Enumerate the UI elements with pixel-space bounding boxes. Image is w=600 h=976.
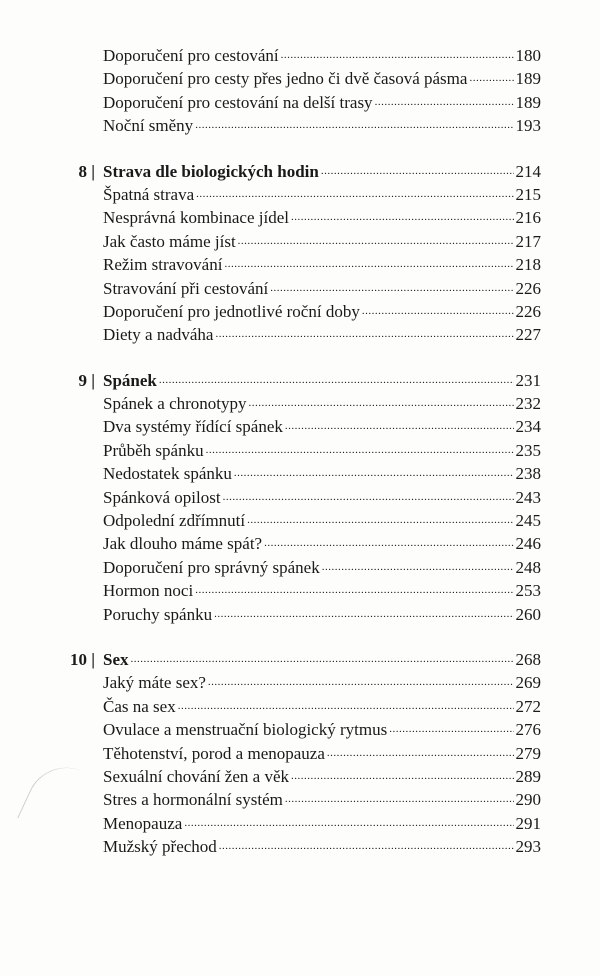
dot-leader	[131, 648, 514, 671]
entry-line	[103, 415, 541, 438]
toc-entry	[0, 671, 600, 694]
toc-entry	[0, 742, 600, 765]
chapter-heading	[0, 648, 600, 671]
page-number: 272	[515, 696, 541, 716]
entry-line	[103, 44, 541, 67]
dot-leader	[389, 718, 513, 741]
chapter-title: Spánek	[103, 370, 157, 390]
page-number: 180	[515, 46, 541, 65]
dot-leader	[291, 765, 514, 788]
dot-leader	[208, 671, 514, 694]
entry-line	[103, 486, 541, 509]
entry-title: Špatná strava	[103, 184, 195, 204]
entry-line	[103, 439, 541, 462]
entry-line	[103, 603, 541, 626]
entry-title: Odpolední zdřímnutí	[103, 511, 246, 531]
page-number: 235	[515, 440, 541, 460]
toc-entry	[0, 392, 600, 415]
toc-entry	[0, 695, 600, 718]
dot-leader	[322, 556, 514, 579]
page-number: 226	[515, 301, 541, 321]
entry-line	[103, 695, 541, 718]
page-number: 289	[515, 766, 541, 786]
dot-leader	[195, 114, 513, 137]
dot-leader	[238, 230, 514, 253]
entry-line	[103, 91, 541, 114]
dot-leader	[375, 91, 514, 114]
dot-leader	[215, 323, 513, 346]
page-number: 260	[515, 604, 541, 624]
dot-leader	[285, 788, 514, 811]
entry-line	[103, 230, 541, 253]
dot-leader	[291, 206, 514, 229]
toc-entry	[0, 462, 600, 485]
page-number: 245	[515, 511, 541, 531]
entry-title: Ovulace a menstruační biologický rytmus	[103, 720, 388, 740]
entry-line	[103, 788, 541, 811]
toc-entry	[0, 765, 600, 788]
page-number: 189	[515, 69, 541, 89]
toc-entry	[0, 183, 600, 206]
toc-entry	[0, 788, 600, 811]
dot-leader	[214, 603, 513, 626]
chapter-heading	[0, 160, 600, 183]
dot-leader	[264, 532, 513, 555]
entry-line	[103, 765, 541, 788]
toc-entry	[0, 253, 600, 276]
entry-line	[103, 532, 541, 555]
toc-entry	[0, 323, 600, 346]
toc-entry	[0, 439, 600, 462]
entry-title: Menopauza	[103, 813, 183, 833]
toc-entry	[0, 91, 600, 114]
table-of-contents	[0, 44, 600, 881]
toc-entry	[0, 277, 600, 300]
dot-leader	[362, 300, 514, 323]
dot-leader	[247, 509, 513, 532]
entry-line	[103, 183, 541, 206]
page-number: 243	[515, 487, 541, 507]
entry-line	[103, 369, 541, 392]
entry-title: Nedostatek spánku	[103, 464, 232, 484]
toc-section	[0, 369, 600, 626]
entry-title: Doporučení pro cestování	[103, 46, 279, 65]
entry-title: Poruchy spánku	[103, 604, 213, 624]
entry-title: Hormon noci	[103, 581, 194, 601]
entry-line	[103, 67, 541, 90]
entry-title: Doporučení pro správný spánek	[103, 557, 320, 577]
entry-line	[103, 835, 541, 858]
page-number: 217	[515, 231, 541, 251]
entry-title: Doporučení pro cesty přes jedno či dvě časová pásma	[103, 69, 468, 89]
toc-section	[0, 44, 600, 138]
dot-leader	[285, 415, 514, 438]
entry-title: Těhotenství, porod a menopauza	[103, 743, 325, 763]
page-number: 234	[515, 417, 541, 437]
entry-line	[103, 579, 541, 602]
entry-line	[103, 509, 541, 532]
toc-entry	[0, 486, 600, 509]
dot-leader	[219, 835, 514, 858]
entry-line	[103, 300, 541, 323]
entry-title: Sexuální chování žen a věk	[103, 766, 289, 786]
toc-entry	[0, 532, 600, 555]
entry-line	[103, 160, 541, 183]
chapter-number: 10 |	[70, 649, 95, 669]
chapter-heading	[0, 369, 600, 392]
entry-line	[103, 742, 541, 765]
entry-title: Jak dlouho máme spát?	[103, 534, 263, 554]
entry-line	[103, 277, 541, 300]
entry-line	[103, 114, 541, 137]
toc-entry	[0, 556, 600, 579]
entry-line	[103, 253, 541, 276]
chapter-number: 9 |	[78, 370, 95, 390]
dot-leader	[469, 67, 513, 90]
entry-title: Diety a nadváha	[103, 325, 214, 345]
page-number: 232	[515, 394, 541, 414]
page-number: 218	[515, 255, 541, 275]
entry-line	[103, 671, 541, 694]
entry-title: Doporučení pro cestování na delší trasy	[103, 92, 373, 112]
page-number: 193	[515, 116, 541, 136]
toc-entry	[0, 812, 600, 835]
entry-title: Jak často máme jíst	[103, 231, 236, 251]
page-number: 276	[515, 720, 541, 740]
entry-title: Nesprávná kombinace jídel	[103, 208, 289, 228]
toc-entry	[0, 718, 600, 741]
entry-title: Stres a hormonální systém	[103, 790, 283, 810]
toc-entry	[0, 579, 600, 602]
toc-entry	[0, 415, 600, 438]
dot-leader	[195, 579, 513, 602]
page-number: 246	[515, 534, 541, 554]
toc-entry	[0, 300, 600, 323]
dot-leader	[206, 439, 514, 462]
entry-title: Spánková opilost	[103, 487, 221, 507]
toc-entry	[0, 114, 600, 137]
page-number: 290	[515, 790, 541, 810]
page-number: 216	[515, 208, 541, 228]
page-number: 238	[515, 464, 541, 484]
toc-entry	[0, 206, 600, 229]
page-number: 189	[515, 92, 541, 112]
toc-section	[0, 648, 600, 859]
page-number: 293	[515, 837, 541, 857]
chapter-title: Strava dle biologických hodin	[103, 161, 319, 181]
entry-title: Noční směny	[103, 116, 194, 136]
entry-title: Stravování při cestování	[103, 278, 269, 298]
page-number: 291	[515, 813, 541, 833]
dot-leader	[321, 160, 514, 183]
page-number: 231	[515, 370, 541, 390]
toc-entry	[0, 835, 600, 858]
chapter-title: Sex	[103, 649, 129, 669]
page-number: 268	[515, 649, 541, 669]
dot-leader	[281, 44, 514, 67]
dot-leader	[159, 369, 514, 392]
dot-leader	[224, 253, 513, 276]
toc-entry	[0, 44, 600, 67]
dot-leader	[196, 183, 513, 206]
entry-title: Režim stravování	[103, 255, 223, 275]
entry-line	[103, 648, 541, 671]
dot-leader	[178, 695, 514, 718]
page-number: 227	[515, 325, 541, 345]
dot-leader	[270, 277, 513, 300]
toc-entry	[0, 230, 600, 253]
chapter-number: 8 |	[78, 161, 95, 181]
entry-title: Mužský přechod	[103, 837, 217, 857]
dot-leader	[249, 392, 514, 415]
entry-line	[103, 556, 541, 579]
entry-title: Dva systémy řídící spánek	[103, 417, 283, 437]
page-number: 226	[515, 278, 541, 298]
entry-title: Doporučení pro jednotlivé roční doby	[103, 301, 360, 321]
entry-line	[103, 718, 541, 741]
entry-line	[103, 392, 541, 415]
entry-line	[103, 323, 541, 346]
toc-entry	[0, 603, 600, 626]
entry-line	[103, 206, 541, 229]
dot-leader	[184, 812, 513, 835]
toc-entry	[0, 509, 600, 532]
entry-title: Čas na sex	[103, 696, 176, 716]
dot-leader	[234, 462, 514, 485]
entry-line	[103, 462, 541, 485]
page-number: 215	[515, 184, 541, 204]
entry-title: Spánek a chronotypy	[103, 394, 247, 414]
toc-entry	[0, 67, 600, 90]
toc-section	[0, 160, 600, 347]
page-number: 214	[515, 161, 541, 181]
page-number: 279	[515, 743, 541, 763]
entry-title: Průběh spánku	[103, 440, 204, 460]
dot-leader	[327, 742, 514, 765]
page-number: 269	[515, 673, 541, 693]
entry-title: Jaký máte sex?	[103, 673, 206, 693]
entry-line	[103, 812, 541, 835]
page-number: 253	[515, 581, 541, 601]
page-number: 248	[515, 557, 541, 577]
dot-leader	[223, 486, 514, 509]
